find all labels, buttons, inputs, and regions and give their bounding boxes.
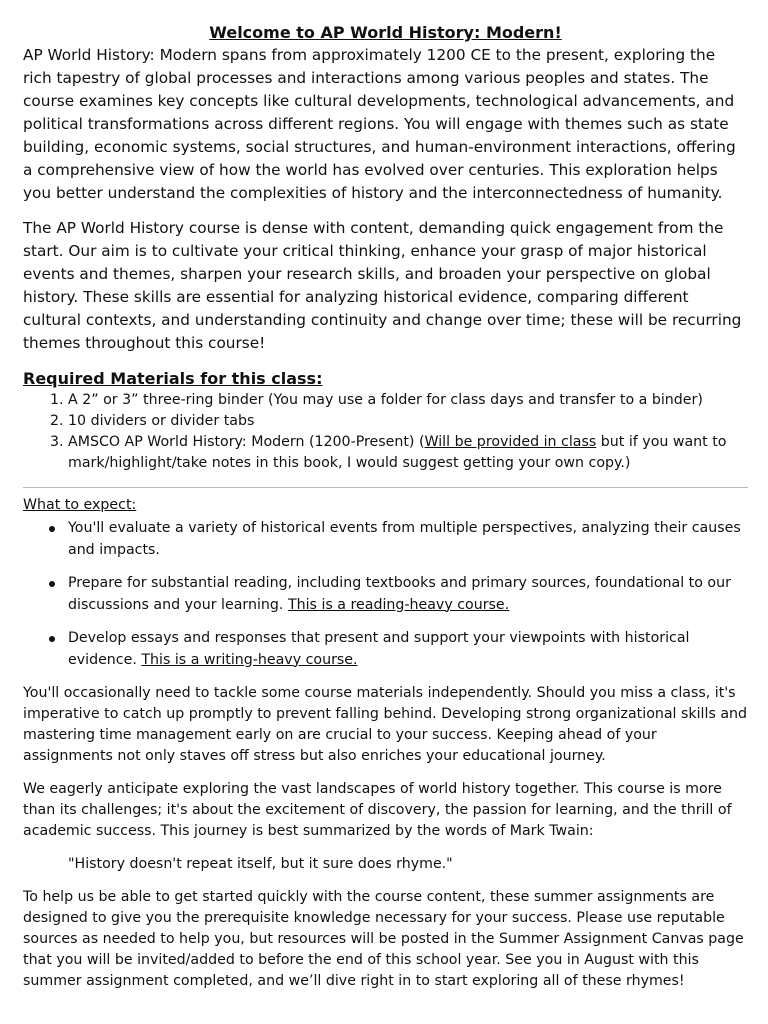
expect-item <box>68 628 748 671</box>
intro-paragraph-1: AP World History: Modern spans from approximately 1200 CE to the present, exploring the rich tapestry of global processes and interactions among various peoples and states. The course examines key concepts like cultural developments, technological advancements, and political transformations across different regions. You will engage with themes such as state building, economic systems, social structures, and human-environment interactions, offering a comprehensive view of how the world has evolved over centuries. This exploration helps you better understand the complexities of history and the interconnectedness of humanity. <box>23 46 736 202</box>
expect-list <box>23 518 748 671</box>
expect-item: You'll evaluate a variety of historical events from multiple perspectives, analyzing their causes and impacts. <box>68 518 748 561</box>
expect-item-text: Develop essays and responses that present and support your viewpoints with historical evidence. <box>68 630 690 668</box>
independent-work-paragraph: You'll occasionally need to tackle some course materials independently. Should you miss a class, it's imperative to catch up promptly to prevent falling behind. Developing strong organizational skills and mastering time management early on are crucial to your success. Keeping ahead of your assignments not only staves off stress but also enriches your educational journey. <box>23 685 748 764</box>
anticipation-paragraph: We eagerly anticipate exploring the vast landscapes of world history together. This course is more than its challenges; it's about the excitement of discovery, the passion for learning, and the thrill of academic success. This journey is best summarized by the words of Mark Twain: <box>23 781 732 839</box>
materials-heading <box>23 367 748 390</box>
expect-heading <box>23 496 748 514</box>
materials-heading-text: Required Materials for this class: <box>23 369 323 388</box>
expect-item-text: Prepare for substantial reading, including textbooks and primary sources, foundational to our discussions and your learning. <box>68 575 731 613</box>
materials-item-text: AMSCO AP World History: Modern (1200-Present) ( <box>68 434 425 450</box>
materials-item: 2. 10 dividers or divider tabs <box>68 411 748 432</box>
materials-item: 1. A 2” or 3” three-ring binder (You may use a folder for class days and transfer to a binder) <box>68 390 748 411</box>
intro-paragraph-2: The AP World History course is dense with content, demanding quick engagement from the start. Our aim is to cultivate your critical thinking, enhance your grasp of major historical events and themes, sharpen your research skills, and broaden your perspective on global history. These skills are essential for analyzing historical evidence, comparing different cultural contexts, and understanding continuity and change over time; these will be recurring themes throughout this course! <box>23 219 742 352</box>
materials-item <box>68 432 748 474</box>
expect-item <box>68 573 748 616</box>
reading-heavy-note: This is a reading-heavy course. <box>287 596 510 613</box>
page-title <box>23 22 748 44</box>
materials-list <box>23 390 748 474</box>
writing-heavy-note: This is a writing-heavy course. <box>141 651 358 668</box>
section-divider <box>23 487 748 488</box>
twain-quote: "History doesn't repeat itself, but it sure does rhyme." <box>68 856 453 872</box>
materials-item-text: but if you want to mark/highlight/take notes in this book, I would suggest getting your own copy.) <box>68 434 727 471</box>
expect-heading-text: What to expect: <box>23 497 137 513</box>
page-title-text: Welcome to AP World History: Modern! <box>209 23 562 42</box>
provided-in-class-text: Will be provided in class <box>424 434 597 450</box>
closing-paragraph: To help us be able to get started quickly with the course content, these summer assignments are designed to give you the prerequisite knowledge necessary for your success. Please use reputable sources as needed to help you, but resources will be posted in the Summer Assignment Canvas page that you will be invited/added to before the end of this school year. See you in August with this summer assignment completed, and we’ll dive right in to start exploring all of these rhymes! <box>23 889 744 989</box>
